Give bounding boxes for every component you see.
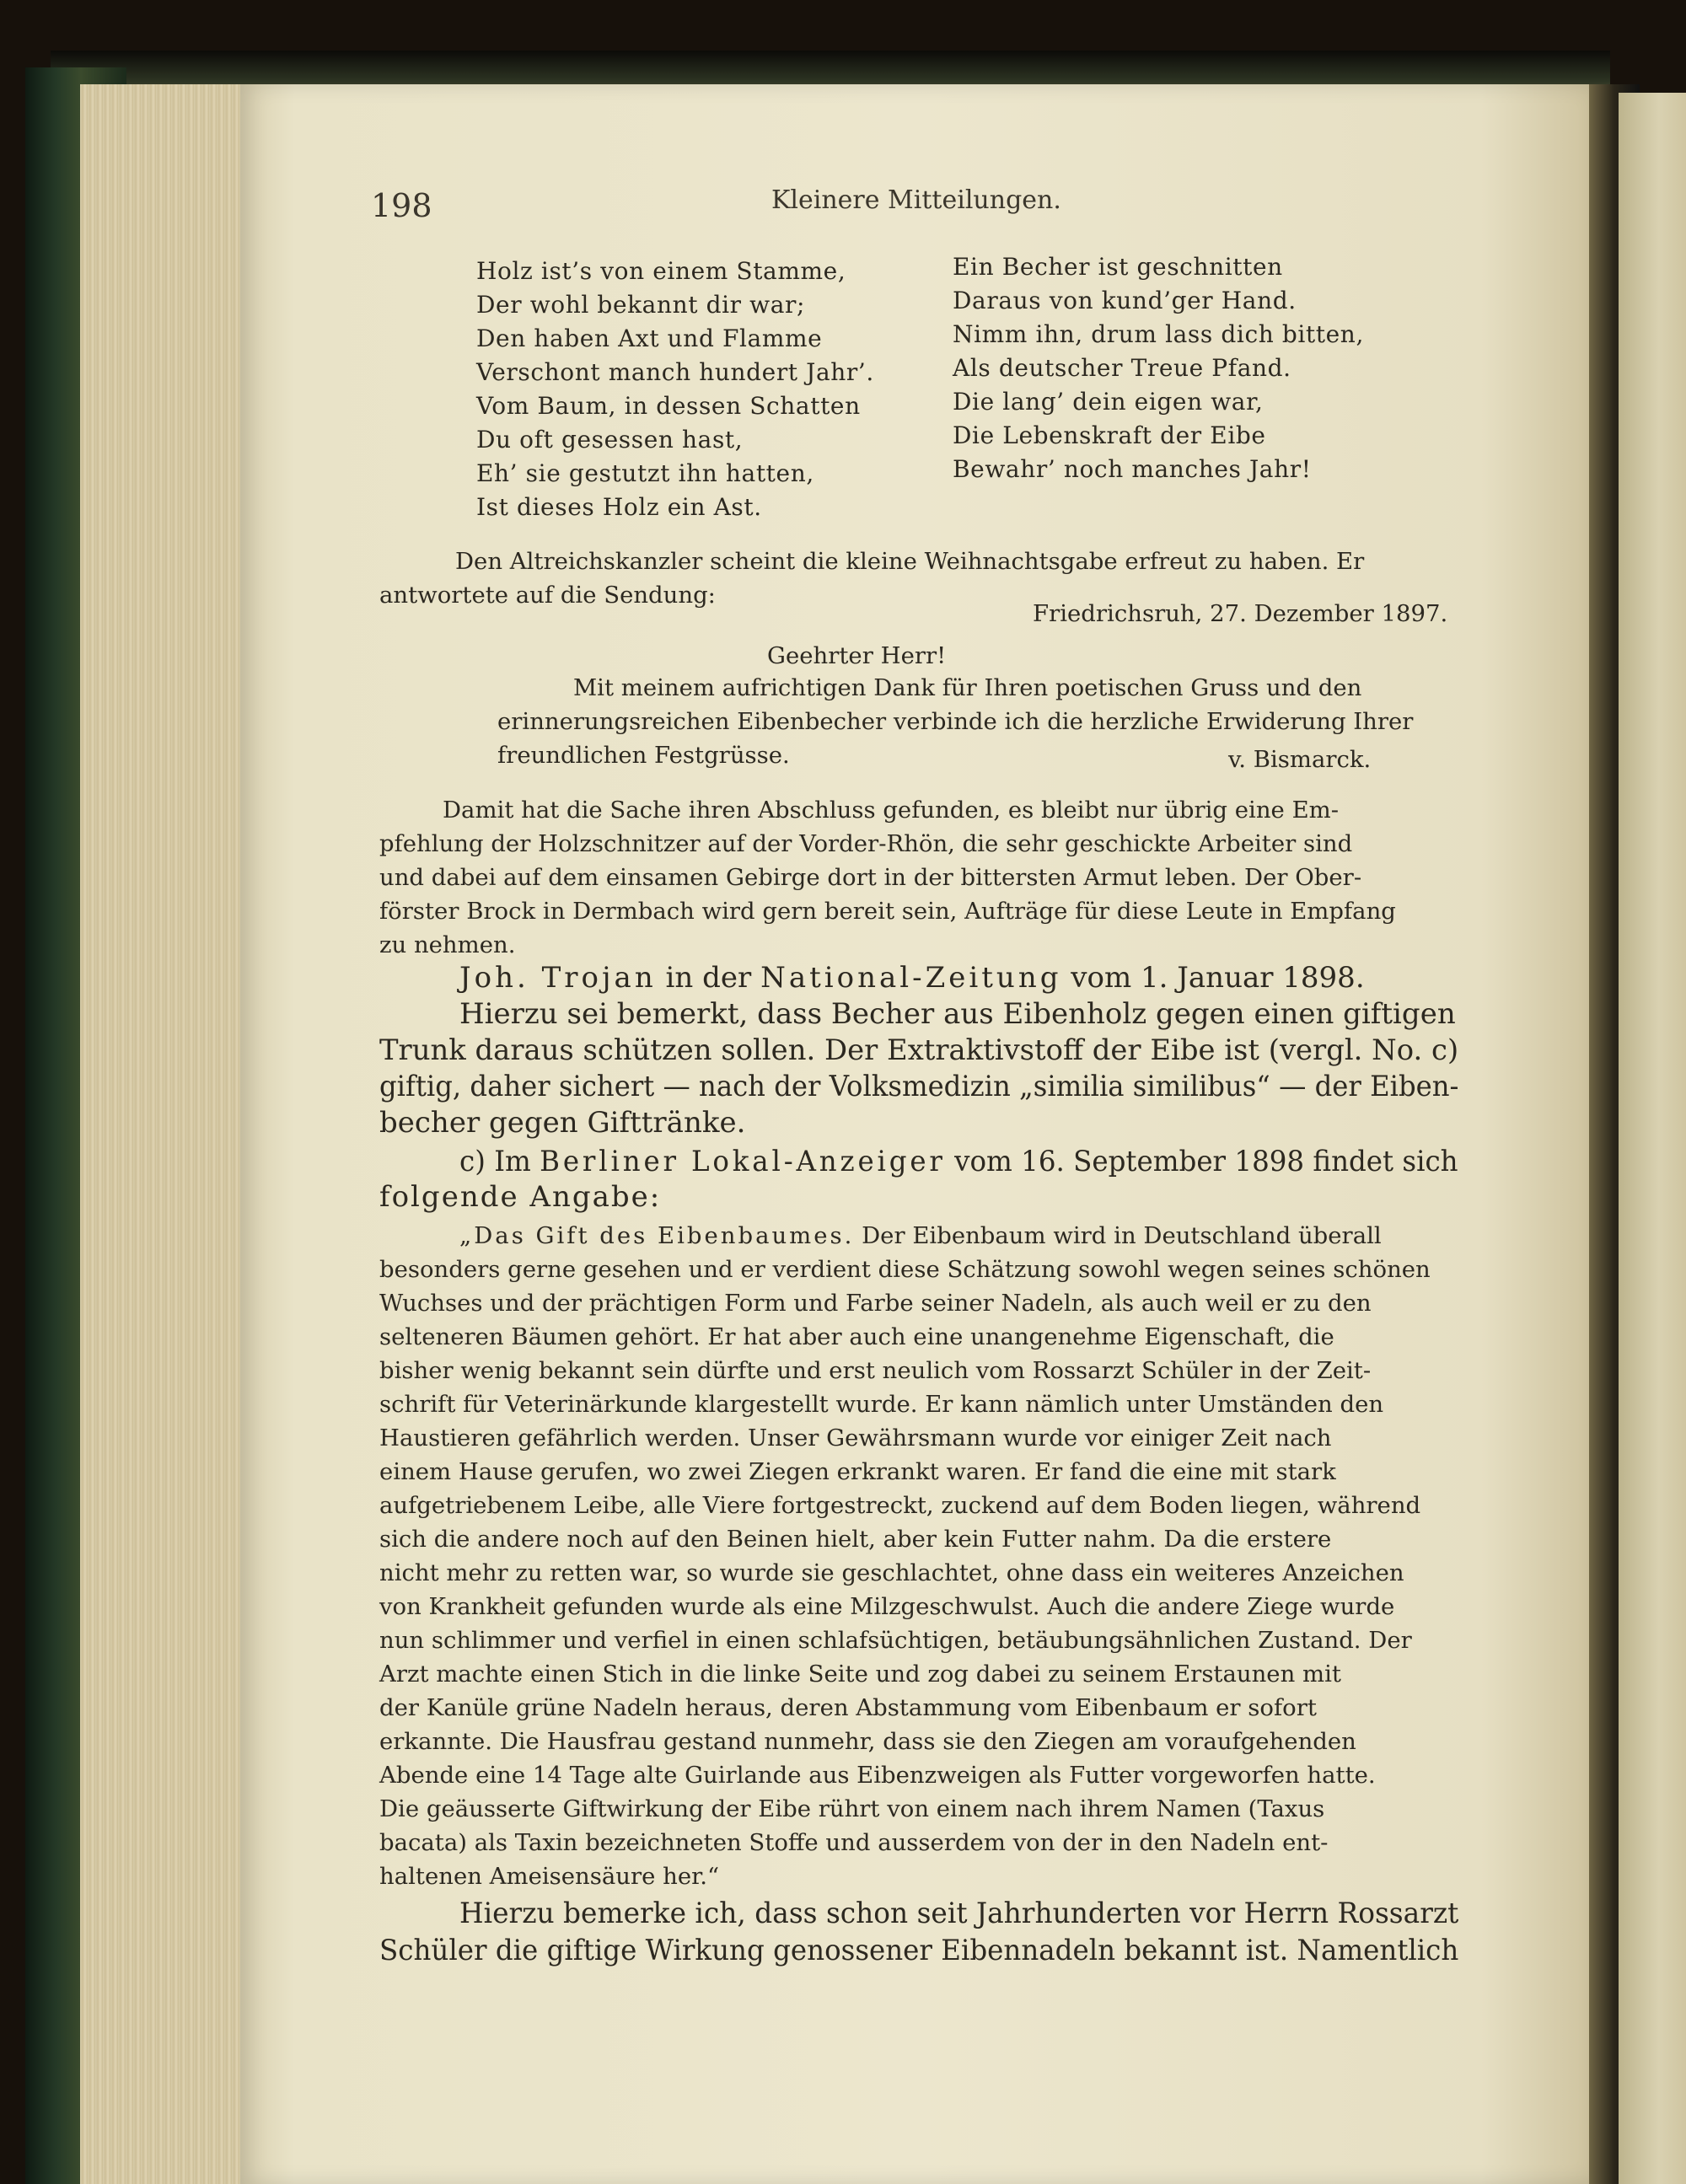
poem-line: Nimm ihn, drum lass dich bitten, [953,320,1364,348]
quote-line: bisher wenig bekannt sein dürfte und erst neulich vom Rossarzt Schüler in der Zeit- [379,1357,1372,1384]
body-line: Hierzu bemerke ich, dass schon seit Jahrhunderten vor Herrn Rossarzt [459,1897,1459,1930]
poem-line: Der wohl bekannt dir war; [476,291,806,319]
poem-line: Die lang’ dein eigen war, [953,388,1264,416]
poem-line: Bewahr’ noch manches Jahr! [953,455,1312,483]
body-line: Schüler die giftige Wirkung genossener Eibennadeln bekannt ist. Namentlich [379,1934,1459,1967]
poem-line: Eh’ sie gestutzt ihn hatten, [476,459,814,487]
body-line: zu nehmen. [379,931,516,958]
source-paper: National-Zeitung [760,961,1062,995]
letter-line: erinnerungsreichen Eibenbecher verbinde ich die herzliche Erwiderung Ihrer [497,708,1414,735]
section-c-prefix: c) Im [459,1145,540,1178]
quote-line: bacata) als Taxin bezeichneten Stoffe und ausserdem von der in den Nadeln ent- [379,1829,1329,1856]
quote-line: von Krankheit gefunden wurde als eine Milzgeschwulst. Auch die andere Ziege wurde [379,1593,1395,1620]
body-line: und dabei auf dem einsamen Gebirge dort in der bittersten Armut leben. Der Ober- [379,864,1362,891]
section-c-line2: folgende Angabe: [379,1180,662,1214]
poem-line: Die Lebenskraft der Eibe [953,421,1266,449]
quote-line: Arzt machte einen Stich in die linke Seite und zog dabei zu seinem Erstaunen mit [379,1661,1341,1688]
body-line: pfehlung der Holzschnitzer auf der Vorder-Rhön, die sehr geschickte Arbeiter sind [379,830,1353,857]
quote-line: nun schlimmer und verfiel in einen schlafsüchtigen, betäubungsähnlichen Zustand. Der [379,1627,1412,1654]
quote-title: „Das Gift des Eibenbaumes. [459,1222,855,1249]
poem-line: Du oft gesessen hast, [476,426,744,453]
source-citation [459,961,1365,995]
page-number: 198 [371,187,432,224]
quote-line: Abende eine 14 Tage alte Guirlande aus Eibenzweigen als Futter vorgeworfen hatte. [379,1762,1376,1789]
facing-page-edge [1619,93,1686,2184]
quote-line: erkannte. Die Hausfrau gestand nunmehr, dass sie den Ziegen am voraufgehenden [379,1728,1356,1755]
quote-line: der Kanüle grüne Nadeln heraus, deren Abstammung vom Eibenbaum er sofort [379,1694,1317,1721]
body-line: Trunk daraus schützen sollen. Der Extraktivstoff der Eibe ist (vergl. No. c) [379,1033,1459,1067]
book-page [240,84,1589,2184]
quote-line: selteneren Bäumen gehört. Er hat aber auch eine unangenehme Eigenschaft, die [379,1323,1334,1350]
poem-line: Daraus von kund’ger Hand. [953,287,1297,314]
quote-first-line [459,1222,1382,1249]
poem-line: Verschont manch hundert Jahr’. [476,358,874,386]
page-edges [80,84,257,2184]
quote-line: schrift für Veterinärkunde klargestellt wurde. Er kann nämlich unter Umständen den [379,1391,1384,1418]
poem-line: Holz ist’s von einem Stamme, [476,257,846,285]
source-date: vom 1. Januar 1898. [1061,961,1365,995]
section-c-paper: Berliner Lokal-Anzeiger [540,1145,946,1178]
quote-first-rest: Der Eibenbaum wird in Deutschland überall [854,1222,1382,1249]
quote-line: Haustieren gefährlich werden. Unser Gewährsmann wurde vor einiger Zeit nach [379,1425,1332,1452]
section-c-heading [459,1145,1458,1178]
letter-place-date: Friedrichsruh, 27. Dezember 1897. [1033,600,1448,627]
section-c-rest: vom 16. September 1898 findet sich [945,1145,1458,1178]
source-author: Joh. Trojan [459,961,657,995]
body-line: Damit hat die Sache ihren Abschluss gefunden, es bleibt nur übrig eine Em- [443,797,1340,824]
poem-line: Als deutscher Treue Pfand. [953,354,1291,382]
letter-line: freundlichen Festgrüsse. [497,742,790,769]
intro-line: Den Altreichskanzler scheint die kleine Weihnachtsgabe erfreut zu haben. Er [455,548,1365,575]
body-line: becher gegen Gifttränke. [379,1106,746,1140]
intro-line: antwortete auf die Sendung: [379,582,716,609]
source-mid: in der [656,961,761,995]
poem-line: Ist dieses Holz ein Ast. [476,493,762,521]
letter-salutation: Geehrter Herr! [767,642,947,669]
quote-line: nicht mehr zu retten war, so wurde sie geschlachtet, ohne dass ein weiteres Anzeichen [379,1559,1404,1586]
letter-signature: v. Bismarck. [1228,746,1372,773]
letter-line: Mit meinem aufrichtigen Dank für Ihren poetischen Gruss und den [573,674,1362,701]
quote-line: einem Hause gerufen, wo zwei Ziegen erkrankt waren. Er fand die eine mit stark [379,1458,1336,1485]
body-line: Hierzu sei bemerkt, dass Becher aus Eibenholz gegen einen giftigen [459,997,1456,1031]
quote-line: haltenen Ameisensäure her.“ [379,1863,720,1890]
quote-line: Die geäusserte Giftwirkung der Eibe rührt von einem nach ihrem Namen (Taxus [379,1795,1325,1822]
quote-line: Wuchses und der prächtigen Form und Farbe seiner Nadeln, als auch weil er zu den [379,1290,1372,1317]
quote-line: besonders gerne gesehen und er verdient diese Schätzung sowohl wegen seines schönen [379,1256,1431,1283]
running-title: Kleinere Mitteilungen. [771,185,1061,215]
poem-line: Ein Becher ist geschnitten [953,253,1283,281]
poem-line: Den haben Axt und Flamme [476,325,823,352]
quote-line: sich die andere noch auf den Beinen hielt, aber kein Futter nahm. Da die erstere [379,1526,1332,1553]
quote-line: aufgetriebenem Leibe, alle Viere fortgestreckt, zuckend auf dem Boden liegen, während [379,1492,1421,1519]
body-line: giftig, daher sichert — nach der Volksmedizin „similia similibus“ — der Eiben- [379,1070,1459,1103]
body-line: förster Brock in Dermbach wird gern bereit sein, Aufträge für diese Leute in Empfang [379,898,1396,925]
poem-line: Vom Baum, in dessen Schatten [476,392,861,420]
